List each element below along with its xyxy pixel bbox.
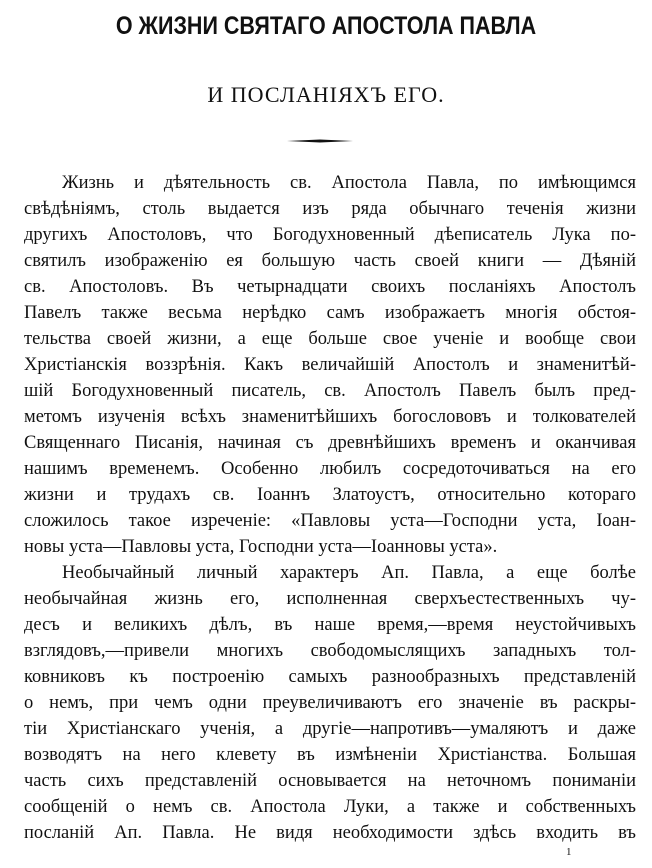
text-line: десъ и великихъ дѣлъ, въ наше время,—время неустойчивыхъ (24, 615, 636, 635)
paragraph (24, 560, 636, 846)
text-line: другихъ Апостоловъ, что Богодухновенный дѣеписатель Лука по- (24, 225, 636, 245)
text-line: новы уста—Павловы уста, Господни уста—Іоанновы уста». (24, 537, 498, 557)
text-line: тіи Христіанскаго ученія, а другіе—напротивъ—умаляютъ и даже (24, 719, 636, 739)
text-line: Необычайный личный характеръ Ап. Павла, а еще болѣе (62, 563, 636, 583)
text-line: Священнаго Писанія, начиная съ древнѣйшихъ временъ и оканчивая (24, 433, 636, 453)
text-line: о немъ, при чемъ одни преувеличиваютъ его значеніе въ раскры- (24, 693, 636, 713)
text-line: тельства своей жизни, а еще больше свое ученіе и вообще свои (24, 329, 636, 349)
text-line: нашимъ временемъ. Особенно любилъ сосредоточиваться на его (24, 459, 636, 479)
text-line: ковниковъ къ построенію самыхъ разнообразныхъ представленій (24, 667, 636, 687)
text-line: сложилось такое изреченіе: «Павловы уста—Господни уста, Іоан- (24, 511, 636, 531)
page-subtitle: И ПОСЛАНІЯХЪ ЕГО. (207, 82, 445, 107)
body-text (24, 170, 636, 846)
text-line: Жизнь и дѣятельность св. Апостола Павла, по имѣющимся (62, 173, 636, 193)
text-line: метомъ изученія всѣхъ знаменитѣйшихъ богослововъ и толкователей (24, 407, 636, 427)
text-line: свѣдѣніямъ, столь выдается изъ ряда обычнаго теченія жизни (24, 199, 636, 219)
text-line: часть сихъ представленій основывается на неточномъ пониманіи (24, 771, 636, 791)
paragraph (24, 170, 636, 560)
text-line: посланій Ап. Павла. Не видя необходимости здѣсь входить въ (24, 823, 636, 843)
page-number: 1 (566, 846, 572, 858)
ornament-divider (287, 139, 353, 143)
text-line: Христіанскія воззрѣнія. Какъ величайшій Апостолъ и знаменитѣй- (24, 355, 636, 375)
text-line: взглядовъ,—привели многихъ свободомыслящихъ западныхъ тол- (24, 641, 636, 661)
text-line: святилъ изображенію ея большую часть своей книги — Дѣяній (24, 251, 636, 271)
ornament-rule-icon (287, 139, 353, 143)
page-title: О ЖИЗНИ СВЯТАГО АПОСТОЛА ПАВЛА (115, 12, 537, 40)
text-line: жизни и трудахъ св. Іоаннъ Златоустъ, относительно котораго (24, 485, 636, 505)
text-line: шій Богодухновенный писатель, св. Апостолъ Павелъ былъ пред- (24, 381, 636, 401)
text-line: Павелъ также весьма нерѣдко самъ изображаетъ многія обстоя- (24, 303, 636, 323)
text-line: св. Апостоловъ. Въ четырнадцати своихъ посланіяхъ Апостолъ (24, 277, 636, 297)
text-line: сообщеній о немъ св. Апостола Луки, а также и собственныхъ (24, 797, 636, 817)
text-line: возводятъ на него клевету въ измѣненіи Христіанства. Большая (24, 745, 636, 765)
text-line: необычайная жизнь его, исполненная сверхъестественныхъ чу- (24, 589, 636, 609)
